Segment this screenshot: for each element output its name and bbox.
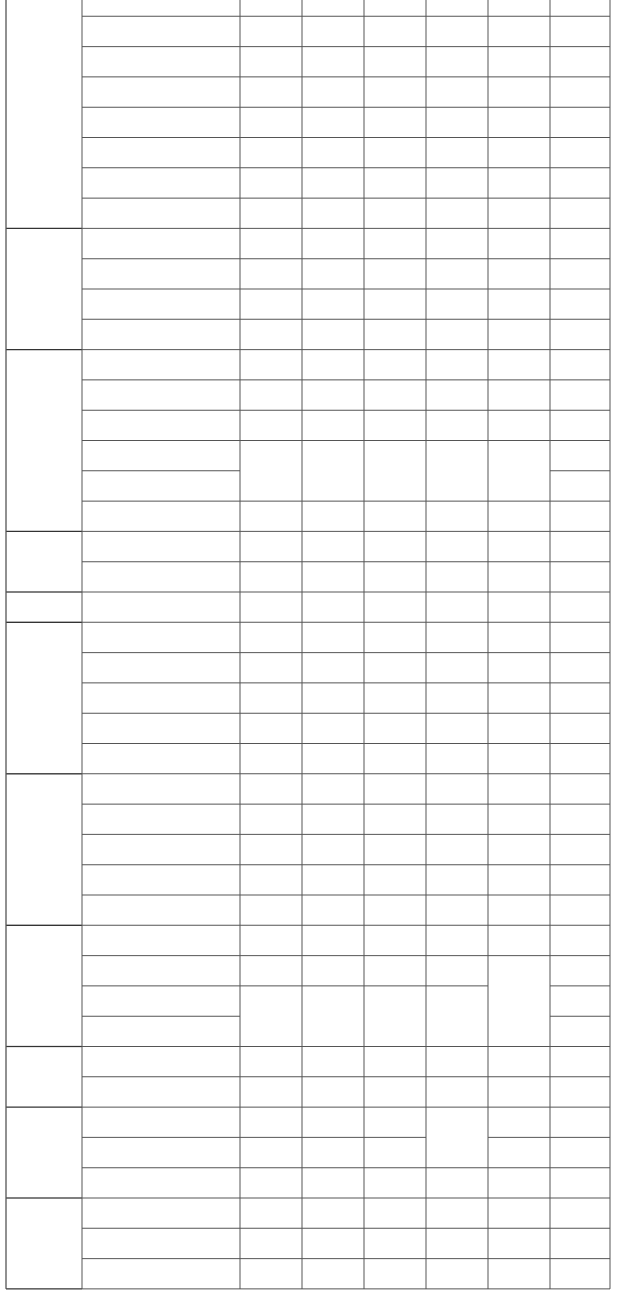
score-cell — [240, 16, 302, 46]
school-name — [82, 1077, 240, 1107]
school-name — [82, 1107, 240, 1137]
score-cell — [426, 289, 488, 319]
score-cell — [240, 1137, 302, 1167]
score-cell — [426, 350, 488, 380]
school-name — [82, 0, 240, 16]
score-cell — [302, 774, 364, 804]
score-cell — [426, 228, 488, 258]
school-name — [82, 441, 240, 471]
score-cell — [364, 562, 426, 592]
school-name — [82, 380, 240, 410]
school-name — [82, 138, 240, 168]
school-name — [82, 47, 240, 77]
score-cell — [240, 1198, 302, 1228]
score-cell — [550, 16, 610, 46]
score-cell — [302, 1077, 364, 1107]
school-name — [82, 16, 240, 46]
score-cell — [488, 925, 550, 955]
score-cell — [240, 380, 302, 410]
school-name — [82, 956, 240, 986]
score-cell — [240, 198, 302, 228]
score-cell — [302, 501, 364, 531]
score-cell — [302, 1137, 364, 1167]
school-name — [82, 228, 240, 258]
score-cell-merged — [426, 986, 488, 1047]
score-cell — [364, 531, 426, 561]
score-cell-merged — [426, 1107, 488, 1168]
score-cell — [488, 289, 550, 319]
score-cell — [302, 804, 364, 834]
school-name — [82, 259, 240, 289]
school-name — [82, 77, 240, 107]
score-cell — [240, 1047, 302, 1077]
score-cell — [364, 653, 426, 683]
school-name — [82, 804, 240, 834]
score-cell — [550, 107, 610, 137]
score-cell — [426, 1047, 488, 1077]
school-name — [82, 410, 240, 440]
score-cell — [364, 1228, 426, 1258]
score-cell — [302, 895, 364, 925]
score-cell — [302, 168, 364, 198]
score-cell — [364, 410, 426, 440]
school-name — [82, 1047, 240, 1077]
district-label — [6, 0, 82, 228]
score-cell — [426, 319, 488, 349]
score-cell — [240, 228, 302, 258]
score-cell — [364, 228, 426, 258]
district-label — [6, 1047, 82, 1108]
score-cell — [240, 1077, 302, 1107]
score-cell — [488, 1107, 550, 1137]
score-cell — [364, 16, 426, 46]
score-cell-merged — [426, 441, 488, 502]
school-name — [82, 289, 240, 319]
score-cell — [240, 683, 302, 713]
score-cell — [240, 956, 302, 986]
district-label — [6, 531, 82, 592]
score-cell — [302, 865, 364, 895]
school-name — [82, 531, 240, 561]
score-cell — [240, 350, 302, 380]
score-cell — [488, 138, 550, 168]
school-name — [82, 713, 240, 743]
score-cell — [426, 956, 488, 986]
school-name — [82, 834, 240, 864]
school-name — [82, 592, 240, 622]
score-cell — [302, 562, 364, 592]
score-cell — [302, 1047, 364, 1077]
score-cell — [426, 0, 488, 16]
score-cell — [302, 228, 364, 258]
score-cell — [488, 653, 550, 683]
school-name — [82, 774, 240, 804]
score-cell — [240, 0, 302, 16]
score-cell — [302, 138, 364, 168]
school-name — [82, 1168, 240, 1198]
score-cell-merged — [488, 441, 550, 502]
score-cell — [240, 592, 302, 622]
score-cell — [364, 380, 426, 410]
score-cell — [302, 289, 364, 319]
score-cell — [240, 289, 302, 319]
score-cell — [240, 138, 302, 168]
score-cell — [550, 956, 610, 986]
school-name — [82, 501, 240, 531]
score-cell — [426, 1077, 488, 1107]
score-cell — [426, 380, 488, 410]
score-cell — [550, 1047, 610, 1077]
score-cell — [488, 0, 550, 16]
score-cell — [426, 77, 488, 107]
score-cell — [426, 531, 488, 561]
score-cell — [426, 16, 488, 46]
score-cell — [550, 319, 610, 349]
score-cell-merged — [240, 441, 302, 502]
school-name — [82, 471, 240, 501]
score-cell — [426, 47, 488, 77]
score-cell — [364, 319, 426, 349]
score-cell — [364, 259, 426, 289]
score-cell — [302, 531, 364, 561]
district-label — [6, 925, 82, 1046]
score-cell — [550, 138, 610, 168]
score-cell-merged — [240, 986, 302, 1047]
score-cell-merged — [488, 956, 550, 1047]
score-cell-merged — [302, 441, 364, 502]
score-cell — [364, 956, 426, 986]
school-name — [82, 319, 240, 349]
score-cell — [302, 380, 364, 410]
score-cell — [302, 319, 364, 349]
school-name — [82, 168, 240, 198]
score-cell — [488, 319, 550, 349]
district-label — [6, 1198, 82, 1289]
score-cell — [426, 562, 488, 592]
score-cell — [240, 410, 302, 440]
score-cell — [364, 77, 426, 107]
school-name — [82, 350, 240, 380]
score-cell — [550, 0, 610, 16]
score-cell — [364, 289, 426, 319]
score-cell — [240, 531, 302, 561]
school-name — [82, 1259, 240, 1289]
score-cell — [550, 380, 610, 410]
score-cell-merged — [364, 986, 426, 1047]
score-cell-merged — [302, 986, 364, 1047]
score-cell — [240, 925, 302, 955]
score-cell — [488, 744, 550, 774]
score-cell — [302, 683, 364, 713]
score-cell — [302, 16, 364, 46]
school-name — [82, 1016, 240, 1046]
score-cell — [240, 713, 302, 743]
school-name — [82, 653, 240, 683]
score-cell — [302, 956, 364, 986]
score-cell — [240, 1107, 302, 1137]
score-cell — [302, 77, 364, 107]
score-cell — [364, 1259, 426, 1289]
district-label — [6, 228, 82, 349]
score-cell — [302, 653, 364, 683]
score-cell — [302, 0, 364, 16]
score-cell — [550, 350, 610, 380]
score-cell — [364, 774, 426, 804]
score-cell — [302, 259, 364, 289]
score-cell — [240, 865, 302, 895]
school-name — [82, 1198, 240, 1228]
score-cell — [426, 865, 488, 895]
score-cell — [240, 653, 302, 683]
score-cell — [426, 653, 488, 683]
district-label — [6, 1107, 82, 1198]
score-cell — [240, 77, 302, 107]
score-cell — [240, 319, 302, 349]
school-name — [82, 562, 240, 592]
score-cell — [240, 774, 302, 804]
score-cell — [426, 259, 488, 289]
score-cell — [302, 47, 364, 77]
score-cell — [240, 501, 302, 531]
district-label — [6, 592, 82, 622]
score-cell — [426, 168, 488, 198]
score-cell — [240, 1259, 302, 1289]
score-cell-merged — [364, 441, 426, 502]
school-name — [82, 683, 240, 713]
school-name — [82, 622, 240, 652]
score-cell — [240, 562, 302, 592]
score-cell — [240, 168, 302, 198]
score-cell — [240, 47, 302, 77]
school-name — [82, 1228, 240, 1258]
score-cell — [240, 259, 302, 289]
district-label — [6, 774, 82, 926]
score-cell — [364, 501, 426, 531]
score-cell — [426, 410, 488, 440]
score-cell — [302, 1107, 364, 1137]
score-cell — [240, 107, 302, 137]
school-name — [82, 107, 240, 137]
score-cell — [302, 925, 364, 955]
score-cell — [550, 1137, 610, 1167]
score-cell — [240, 1168, 302, 1198]
score-cell — [426, 501, 488, 531]
score-cell — [364, 0, 426, 16]
score-cell — [488, 380, 550, 410]
score-cell — [488, 259, 550, 289]
school-name — [82, 198, 240, 228]
score-cell — [364, 1047, 426, 1077]
school-name — [82, 744, 240, 774]
score-cell — [240, 622, 302, 652]
score-cell — [488, 1047, 550, 1077]
score-cell — [240, 804, 302, 834]
score-cell — [488, 350, 550, 380]
school-name — [82, 986, 240, 1016]
score-cell — [426, 925, 488, 955]
score-cell — [364, 350, 426, 380]
school-name — [82, 1137, 240, 1167]
score-cell — [426, 138, 488, 168]
school-name — [82, 895, 240, 925]
score-cell — [240, 834, 302, 864]
score-cell — [550, 1107, 610, 1137]
score-cell — [364, 925, 426, 955]
score-cell — [302, 410, 364, 440]
district-label — [6, 350, 82, 532]
school-name — [82, 865, 240, 895]
district-label — [6, 622, 82, 774]
score-cell — [426, 107, 488, 137]
score-cell — [302, 350, 364, 380]
school-name — [82, 925, 240, 955]
